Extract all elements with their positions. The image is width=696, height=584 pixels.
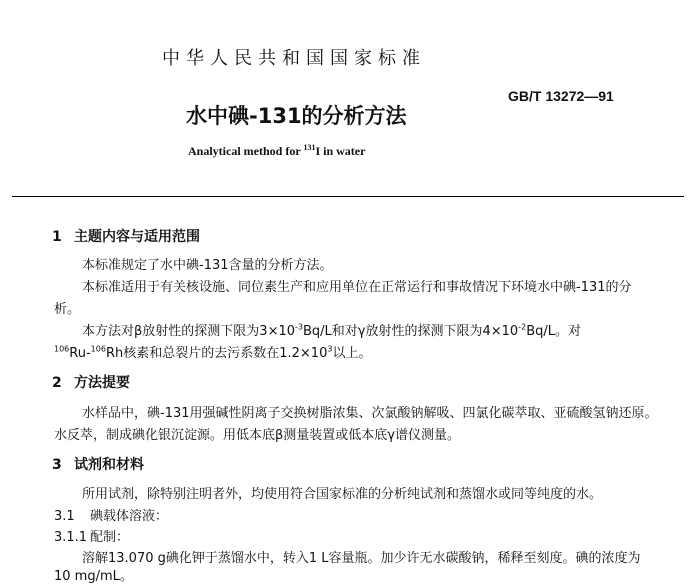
p3-l1-b: Bq/L和对γ放射性的探测下限为4×10 [303, 324, 519, 339]
document-title-chinese: 水中碘-131的分析方法 [186, 104, 407, 128]
header-divider [12, 196, 684, 197]
standard-number: GB/T 13272—91 [508, 88, 614, 104]
section-2-title: 方法提要 [74, 375, 130, 391]
section-2-paragraph-line-1: 水样品中，碘-131用强碱性阴离子交换树脂浓集、次氯酸钠解吸、四氯化碳萃取、亚硫酸氢钠还原。 [82, 406, 658, 421]
subsection-3-1-title: 碘载体溶液： [90, 509, 169, 524]
section-2-number: 2 [52, 375, 62, 391]
subsection-3-1-number: 3.1 [54, 509, 75, 524]
section-3-paragraph-1: 所用试剂，除特别注明者外，均使用符合国家标准的分析纯试剂和蒸馏水或同等纯度的水。 [82, 487, 603, 502]
title-en-post: I in water [315, 144, 366, 158]
title-en-superscript: 131 [303, 143, 316, 152]
section-3-number: 3 [52, 457, 62, 473]
section-3-heading [52, 454, 144, 474]
p3-l2-b: Rh核素和总裂片的去污系数在1.2×10 [105, 346, 328, 361]
subsection-3-1-1-heading [54, 526, 129, 545]
p3-l2-sup2: 106 [90, 344, 106, 354]
section-1-paragraph-3-line-2 [54, 342, 371, 361]
section-1-paragraph-1: 本标准规定了水中碘-131含量的分析方法。 [82, 258, 333, 273]
p3-l2-a: Ru- [69, 346, 91, 361]
section-2-paragraph-line-2: 水反萃，制成碘化银沉淀源。用低本底β测量装置或低本底γ谱仪测量。 [54, 428, 460, 443]
section-3-paragraph-2-line-2: 10 mg/mL。 [54, 569, 133, 584]
section-2-heading [52, 372, 130, 392]
subsection-3-1-1-number: 3.1.1 [54, 530, 88, 545]
section-1-paragraph-2-line-1: 本标准适用于有关核设施、同位素生产和应用单位在正常运行和事故情况下环境水中碘-131的分 [82, 280, 632, 295]
p3-l2-sup1: 106 [54, 344, 70, 354]
section-1-number: 1 [52, 229, 62, 245]
title-en-pre: Analytical method for [188, 144, 304, 158]
national-standard-heading: 中华人民共和国国家标准 [162, 48, 426, 69]
document-title-english [188, 143, 365, 159]
subsection-3-1-1-title: 配制： [90, 530, 130, 545]
section-3-title: 试剂和材料 [74, 457, 144, 473]
p3-l2-c: 以上。 [332, 346, 372, 361]
p3-l1-a: 本方法对β放射性的探测下限为3×10 [82, 324, 296, 339]
section-1-paragraph-3-line-1 [82, 320, 581, 339]
section-3-paragraph-2-line-1: 溶解13.070 g碘化钾于蒸馏水中，转入1 L容量瓶。加少许无水碳酸钠，稀释至刻度。碘的浓度为 [82, 551, 641, 566]
p3-l1-sup1: -3 [295, 322, 303, 332]
p3-l2-sup3: 3 [327, 344, 333, 354]
subsection-3-1-heading [54, 505, 168, 524]
section-1-title: 主题内容与适用范围 [74, 229, 200, 245]
p3-l1-c: Bq/L。对 [526, 324, 581, 339]
section-1-paragraph-2-line-2: 析。 [54, 302, 81, 317]
section-1-heading [52, 226, 200, 246]
p3-l1-sup2: -2 [518, 322, 527, 332]
